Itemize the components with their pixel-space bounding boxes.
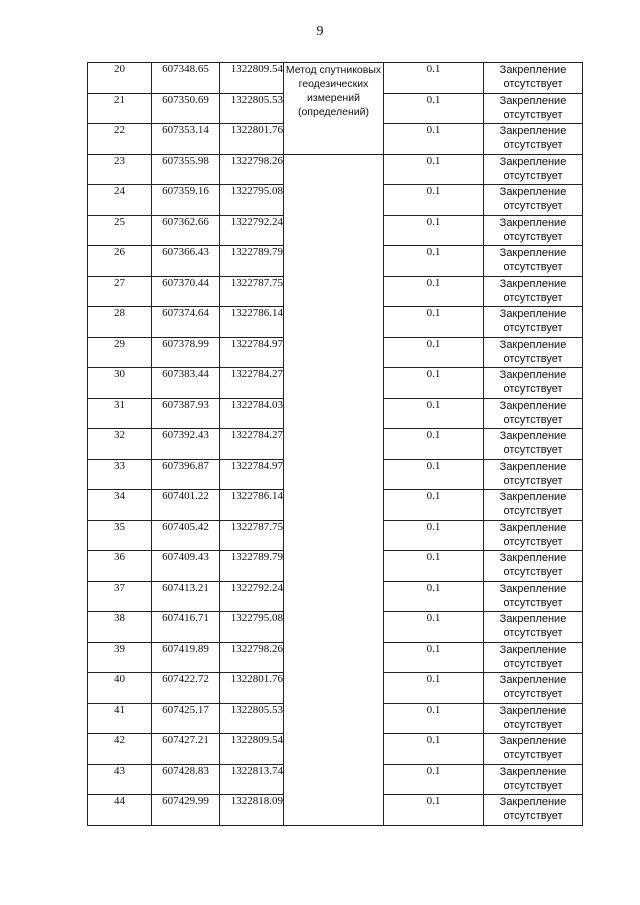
y-coordinate-cell: 1322787.75 [220,276,284,307]
point-number-cell: 20 [88,63,152,94]
y-coordinate-cell: 1322801.76 [220,673,284,704]
fixing-description-cell: Закрепление отсутствует [484,520,583,551]
y-coordinate-cell: 1322809.54 [220,734,284,765]
point-number-cell: 39 [88,642,152,673]
x-coordinate-cell: 607359.16 [152,185,220,216]
fixing-description-cell: Закрепление отсутствует [484,703,583,734]
y-coordinate-cell: 1322789.79 [220,551,284,582]
point-number-cell: 35 [88,520,152,551]
accuracy-cell: 0.1 [384,368,484,399]
y-coordinate-cell: 1322784.97 [220,459,284,490]
accuracy-cell: 0.1 [384,764,484,795]
point-number-cell: 23 [88,154,152,185]
point-number-cell: 21 [88,93,152,124]
y-coordinate-cell: 1322792.24 [220,581,284,612]
accuracy-cell: 0.1 [384,551,484,582]
point-number-cell: 41 [88,703,152,734]
accuracy-cell: 0.1 [384,490,484,521]
accuracy-cell: 0.1 [384,703,484,734]
point-number-cell: 43 [88,764,152,795]
point-number-cell: 22 [88,124,152,155]
point-number-cell: 29 [88,337,152,368]
accuracy-cell: 0.1 [384,795,484,826]
y-coordinate-cell: 1322795.08 [220,612,284,643]
point-number-cell: 30 [88,368,152,399]
x-coordinate-cell: 607387.93 [152,398,220,429]
accuracy-cell: 0.1 [384,93,484,124]
accuracy-cell: 0.1 [384,307,484,338]
fixing-description-cell: Закрепление отсутствует [484,673,583,704]
table-row [88,63,583,94]
fixing-description-cell: Закрепление отсутствует [484,368,583,399]
accuracy-cell: 0.1 [384,581,484,612]
accuracy-cell: 0.1 [384,398,484,429]
fixing-description-cell: Закрепление отсутствует [484,642,583,673]
x-coordinate-cell: 607429.99 [152,795,220,826]
fixing-description-cell: Закрепление отсутствует [484,63,583,94]
fixing-description-cell: Закрепление отсутствует [484,215,583,246]
fixing-description-cell: Закрепление отсутствует [484,459,583,490]
fixing-description-cell: Закрепление отсутствует [484,337,583,368]
point-number-cell: 42 [88,734,152,765]
y-coordinate-cell: 1322784.97 [220,337,284,368]
fixing-description-cell: Закрепление отсутствует [484,93,583,124]
point-number-cell: 28 [88,307,152,338]
x-coordinate-cell: 607427.21 [152,734,220,765]
y-coordinate-cell: 1322809.54 [220,63,284,94]
y-coordinate-cell: 1322805.53 [220,93,284,124]
x-coordinate-cell: 607422.72 [152,673,220,704]
accuracy-cell: 0.1 [384,185,484,216]
point-number-cell: 27 [88,276,152,307]
accuracy-cell: 0.1 [384,215,484,246]
x-coordinate-cell: 607350.69 [152,93,220,124]
fixing-description-cell: Закрепление отсутствует [484,581,583,612]
point-number-cell: 31 [88,398,152,429]
fixing-description-cell: Закрепление отсутствует [484,764,583,795]
accuracy-cell: 0.1 [384,154,484,185]
x-coordinate-cell: 607396.87 [152,459,220,490]
y-coordinate-cell: 1322798.26 [220,154,284,185]
point-number-cell: 38 [88,612,152,643]
x-coordinate-cell: 607392.43 [152,429,220,460]
point-number-cell: 25 [88,215,152,246]
point-number-cell: 36 [88,551,152,582]
fixing-description-cell: Закрепление отсутствует [484,246,583,277]
fixing-description-cell: Закрепление отсутствует [484,398,583,429]
coordinates-table [87,62,583,826]
fixing-description-cell: Закрепление отсутствует [484,154,583,185]
point-number-cell: 34 [88,490,152,521]
x-coordinate-cell: 607401.22 [152,490,220,521]
y-coordinate-cell: 1322787.75 [220,520,284,551]
x-coordinate-cell: 607362.66 [152,215,220,246]
x-coordinate-cell: 607348.65 [152,63,220,94]
x-coordinate-cell: 607370.44 [152,276,220,307]
fixing-description-cell: Закрепление отсутствует [484,734,583,765]
y-coordinate-cell: 1322784.27 [220,368,284,399]
point-number-cell: 44 [88,795,152,826]
point-number-cell: 37 [88,581,152,612]
accuracy-cell: 0.1 [384,246,484,277]
y-coordinate-cell: 1322805.53 [220,703,284,734]
point-number-cell: 26 [88,246,152,277]
fixing-description-cell: Закрепление отсутствует [484,124,583,155]
x-coordinate-cell: 607355.98 [152,154,220,185]
page-number: 9 [316,24,324,39]
accuracy-cell: 0.1 [384,642,484,673]
y-coordinate-cell: 1322786.14 [220,490,284,521]
y-coordinate-cell: 1322798.26 [220,642,284,673]
x-coordinate-cell: 607353.14 [152,124,220,155]
fixing-description-cell: Закрепление отсутствует [484,307,583,338]
y-coordinate-cell: 1322818.09 [220,795,284,826]
accuracy-cell: 0.1 [384,276,484,307]
accuracy-cell: 0.1 [384,63,484,94]
y-coordinate-cell: 1322784.03 [220,398,284,429]
x-coordinate-cell: 607383.44 [152,368,220,399]
method-cell: Метод спутниковых геодезических измерений (определений) [284,63,384,155]
y-coordinate-cell: 1322784.27 [220,429,284,460]
coordinates-table-body [88,63,583,826]
y-coordinate-cell: 1322792.24 [220,215,284,246]
x-coordinate-cell: 607409.43 [152,551,220,582]
x-coordinate-cell: 607419.89 [152,642,220,673]
y-coordinate-cell: 1322789.79 [220,246,284,277]
fixing-description-cell: Закрепление отсутствует [484,551,583,582]
point-number-cell: 24 [88,185,152,216]
point-number-cell: 40 [88,673,152,704]
fixing-description-cell: Закрепление отсутствует [484,276,583,307]
fixing-description-cell: Закрепление отсутствует [484,429,583,460]
y-coordinate-cell: 1322813.74 [220,764,284,795]
fixing-description-cell: Закрепление отсутствует [484,185,583,216]
table-row [88,154,583,185]
x-coordinate-cell: 607416.71 [152,612,220,643]
x-coordinate-cell: 607425.17 [152,703,220,734]
x-coordinate-cell: 607366.43 [152,246,220,277]
x-coordinate-cell: 607374.64 [152,307,220,338]
accuracy-cell: 0.1 [384,459,484,490]
accuracy-cell: 0.1 [384,612,484,643]
fixing-description-cell: Закрепление отсутствует [484,490,583,521]
x-coordinate-cell: 607378.99 [152,337,220,368]
x-coordinate-cell: 607405.42 [152,520,220,551]
y-coordinate-cell: 1322795.08 [220,185,284,216]
method-column-blank-cell [284,154,384,825]
x-coordinate-cell: 607413.21 [152,581,220,612]
accuracy-cell: 0.1 [384,520,484,551]
fixing-description-cell: Закрепление отсутствует [484,795,583,826]
y-coordinate-cell: 1322786.14 [220,307,284,338]
y-coordinate-cell: 1322801.76 [220,124,284,155]
point-number-cell: 32 [88,429,152,460]
accuracy-cell: 0.1 [384,673,484,704]
fixing-description-cell: Закрепление отсутствует [484,612,583,643]
point-number-cell: 33 [88,459,152,490]
accuracy-cell: 0.1 [384,337,484,368]
x-coordinate-cell: 607428.83 [152,764,220,795]
accuracy-cell: 0.1 [384,734,484,765]
accuracy-cell: 0.1 [384,429,484,460]
accuracy-cell: 0.1 [384,124,484,155]
